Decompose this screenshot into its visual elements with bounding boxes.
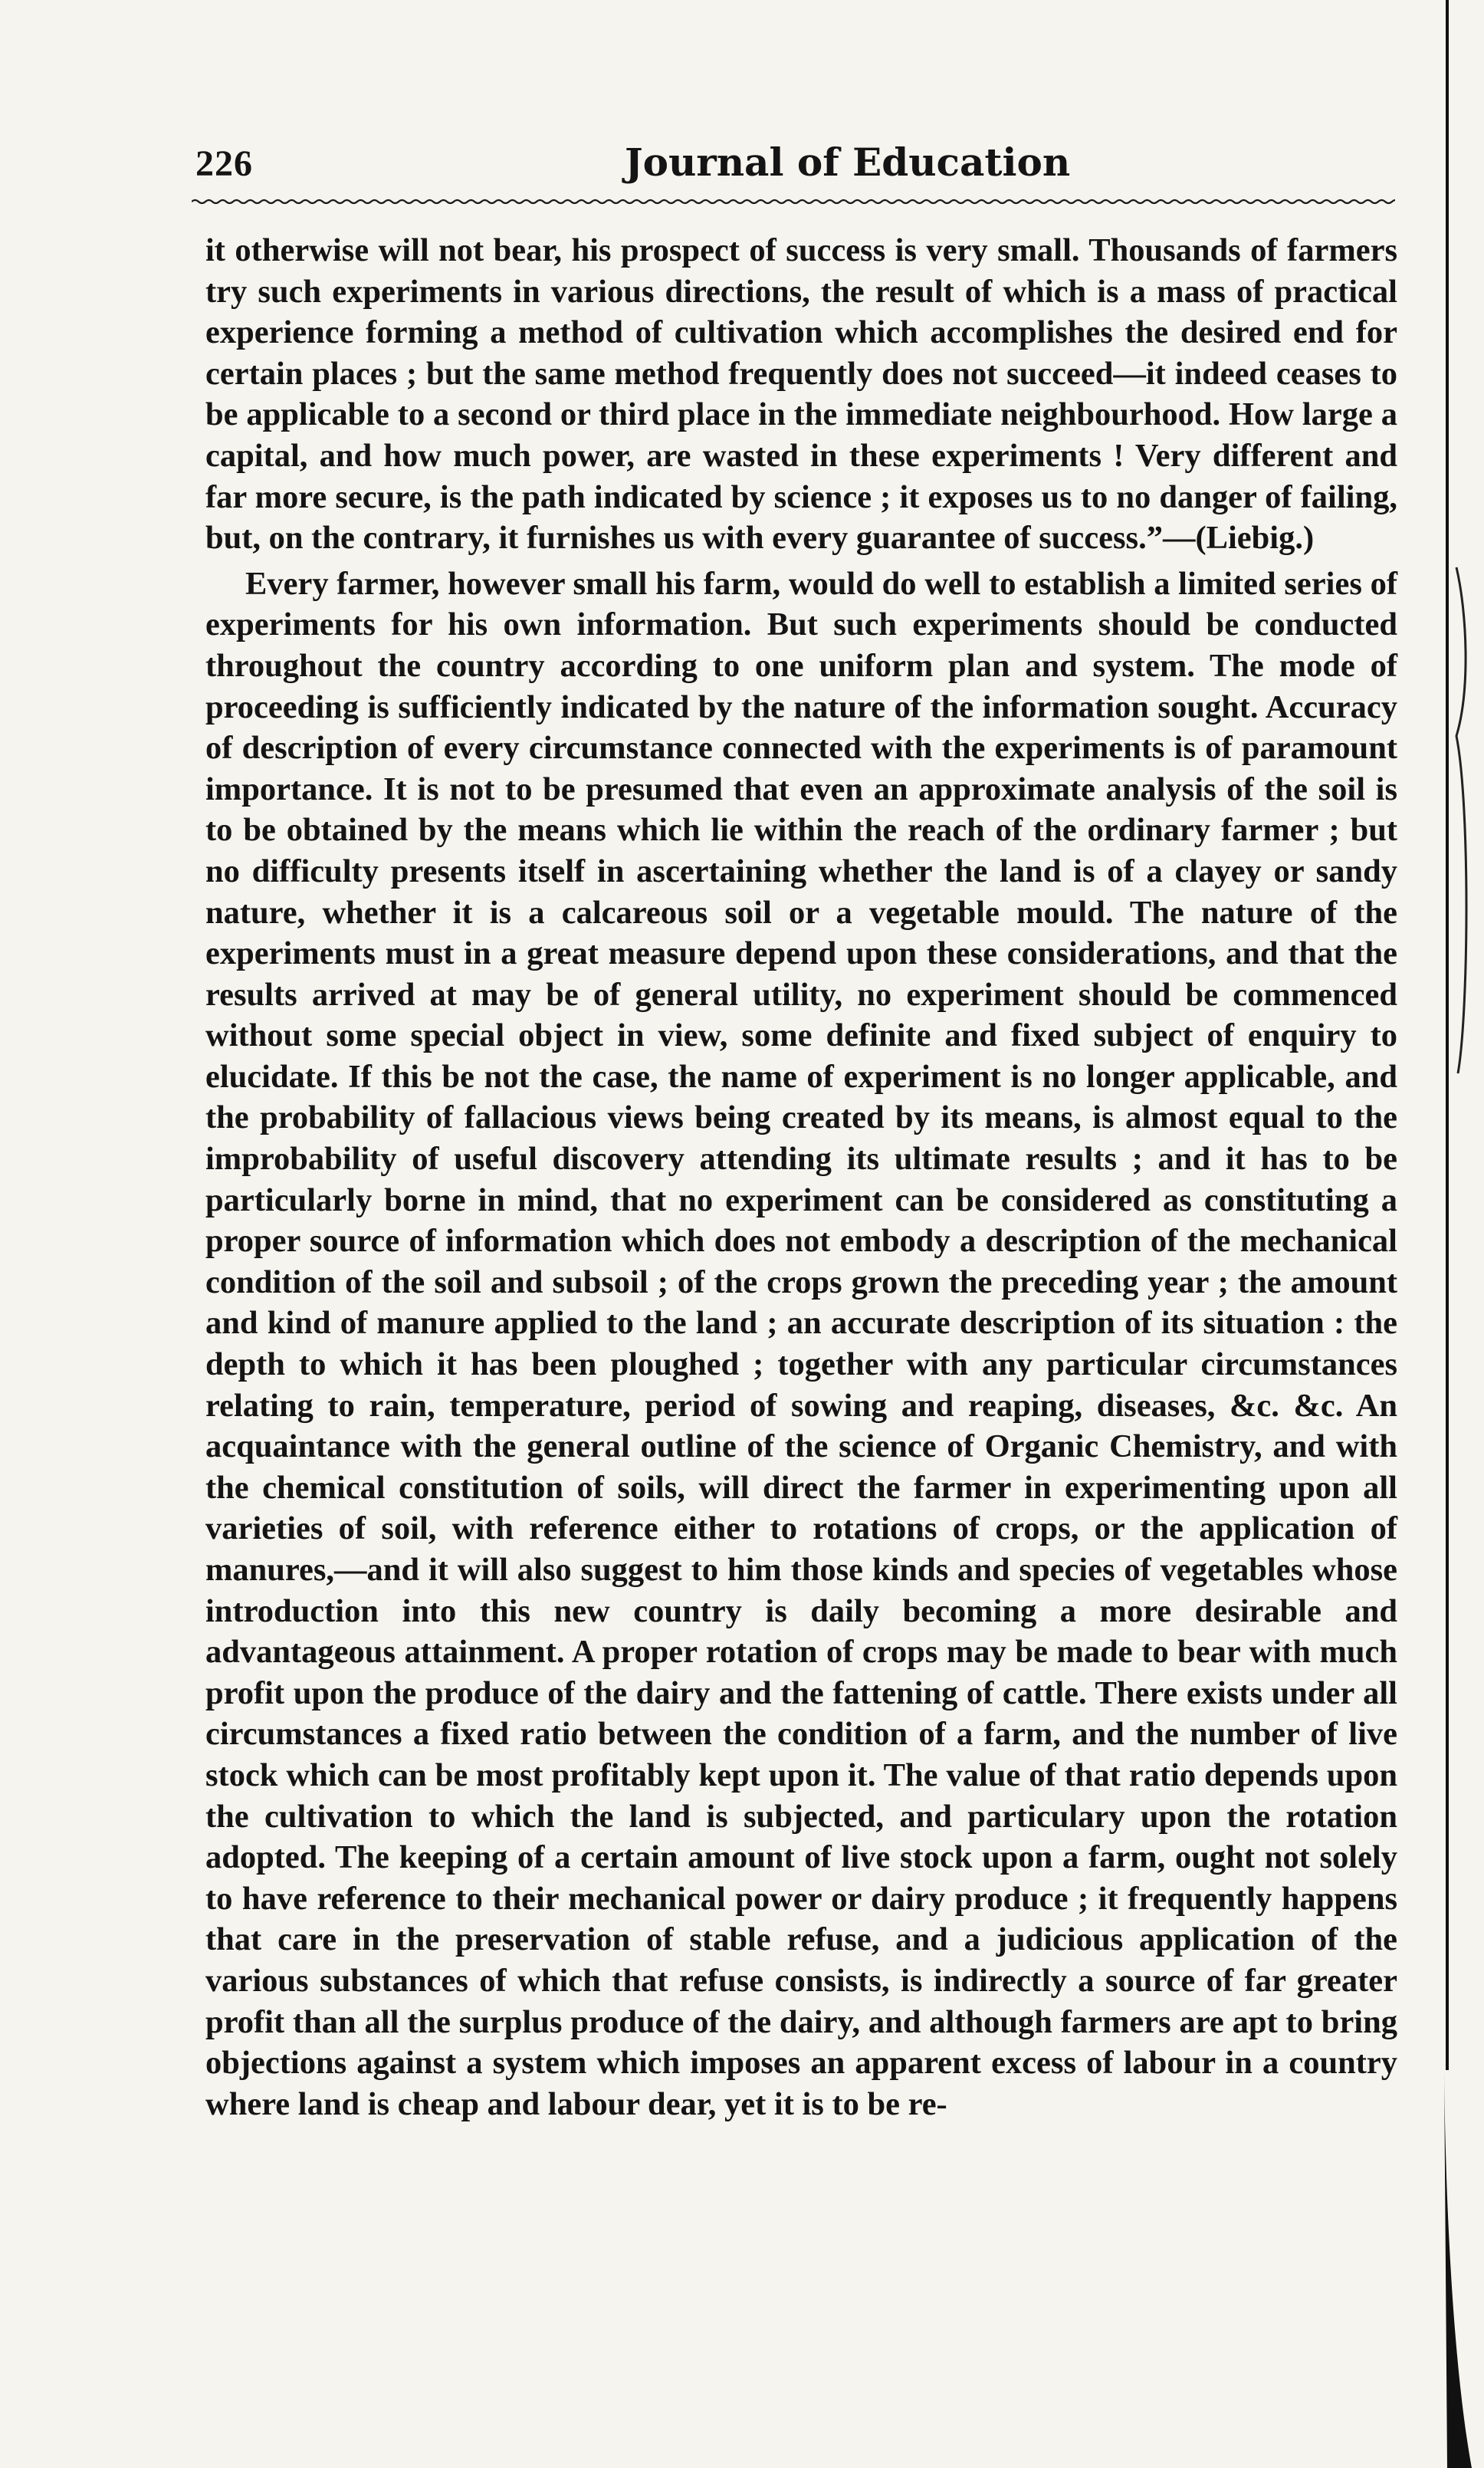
page-header [195, 140, 1391, 196]
article-body [205, 230, 1397, 2125]
page-edge-shadow [1440, 0, 1484, 2468]
wavy-header-rule [192, 193, 1395, 210]
paragraph-1: it otherwise will not bear, his prospect of success is very small. Thousands of farmers try such experiments in various directions, the result of which is a mass of practical experience forming a method of cultivation which accomplishes the desired end for certain places ; but the same method frequently does not succeed—it indeed ceases to be applicable to a second or third place in the immediate neighbourhood. How large a capital, and how much power, are wasted in these experiments ! Very different and far more secure, is the path indicated by science ; it exposes us to no danger of failing, but, on the contrary, it furnishes us with every guarantee of success.”—(Liebig.) [205, 232, 1397, 557]
running-title: Journal of Education [625, 140, 1071, 185]
page-number: 226 [195, 143, 253, 184]
paragraph-2: Every farmer, however small his farm, would do well to establish a limited series of experiments for his own information. But such experiments should be conducted throughout the country according to one uniform plan and system. The mode of proceeding is sufficiently indicated by the nature of the information sought. Accuracy of description of every circumstance connected with the experiments is of paramount importance. It is not to be presumed that even an approximate analysis of the soil is to be obtained by the means which lie within the reach of the ordinary farmer ; but no difficulty presents itself in ascertaining whether the land is of a clayey or sandy nature, whether it is a calcareous soil or a vegetable mould. The nature of the experiments must in a great measure depend upon these considerations, and that the results arrived at may be of general utility, no experiment should be commenced without some special object in view, some definite and fixed subject of enquiry to elucidate. If this be not the case, the name of experiment is no longer applicable, and the probability of fallacious views being created by its means, is almost equal to the improbability of useful discovery attending its ultimate results ; and it has to be particularly borne in mind, that no experiment can be considered as constituting a proper source of information which does not embody a description of the mechanical condition of the soil and subsoil ; of the crops grown the preceding year ; the amount and kind of manure applied to the land ; an accurate description of its situation : the depth to which it has been ploughed ; together with any particular circumstances relating to rain, temperature, period of sowing and reaping, diseases, &c. &c. An acquaintance with the general outline of the science of Organic Chemistry, and with the chemical constitution of soils, will direct the farmer in experimenting upon all varieties of soil, with reference either to rotations of crops, or the application of manures,—and it will also suggest to him those kinds and species of vegetables whose introduction into this new country is daily becoming a more desirable and advantageous attainment. A proper rotation of crops may be made to bear with much profit upon the produce of the dairy and the fattening of cattle. There exists under all circumstances a fixed ratio between the condition of a farm, and the number of live stock which can be most profitably kept upon it. The value of that ratio depends upon the cultivation to which the land is subjected, and particulary upon the rotation adopted. The keeping of a certain amount of live stock upon a farm, ought not solely to have reference to their mechanical power or dairy produce ; it frequently happens that care in the preservation of stable refuse, and a judicious application of the various substances of which that refuse consists, is indirectly a source of far greater profit than all the surplus produce of the dairy, and although farmers are apt to bring objections against a system which imposes an apparent excess of labour in a country where land is cheap and labour dear, yet it is to be re- [205, 565, 1397, 2122]
